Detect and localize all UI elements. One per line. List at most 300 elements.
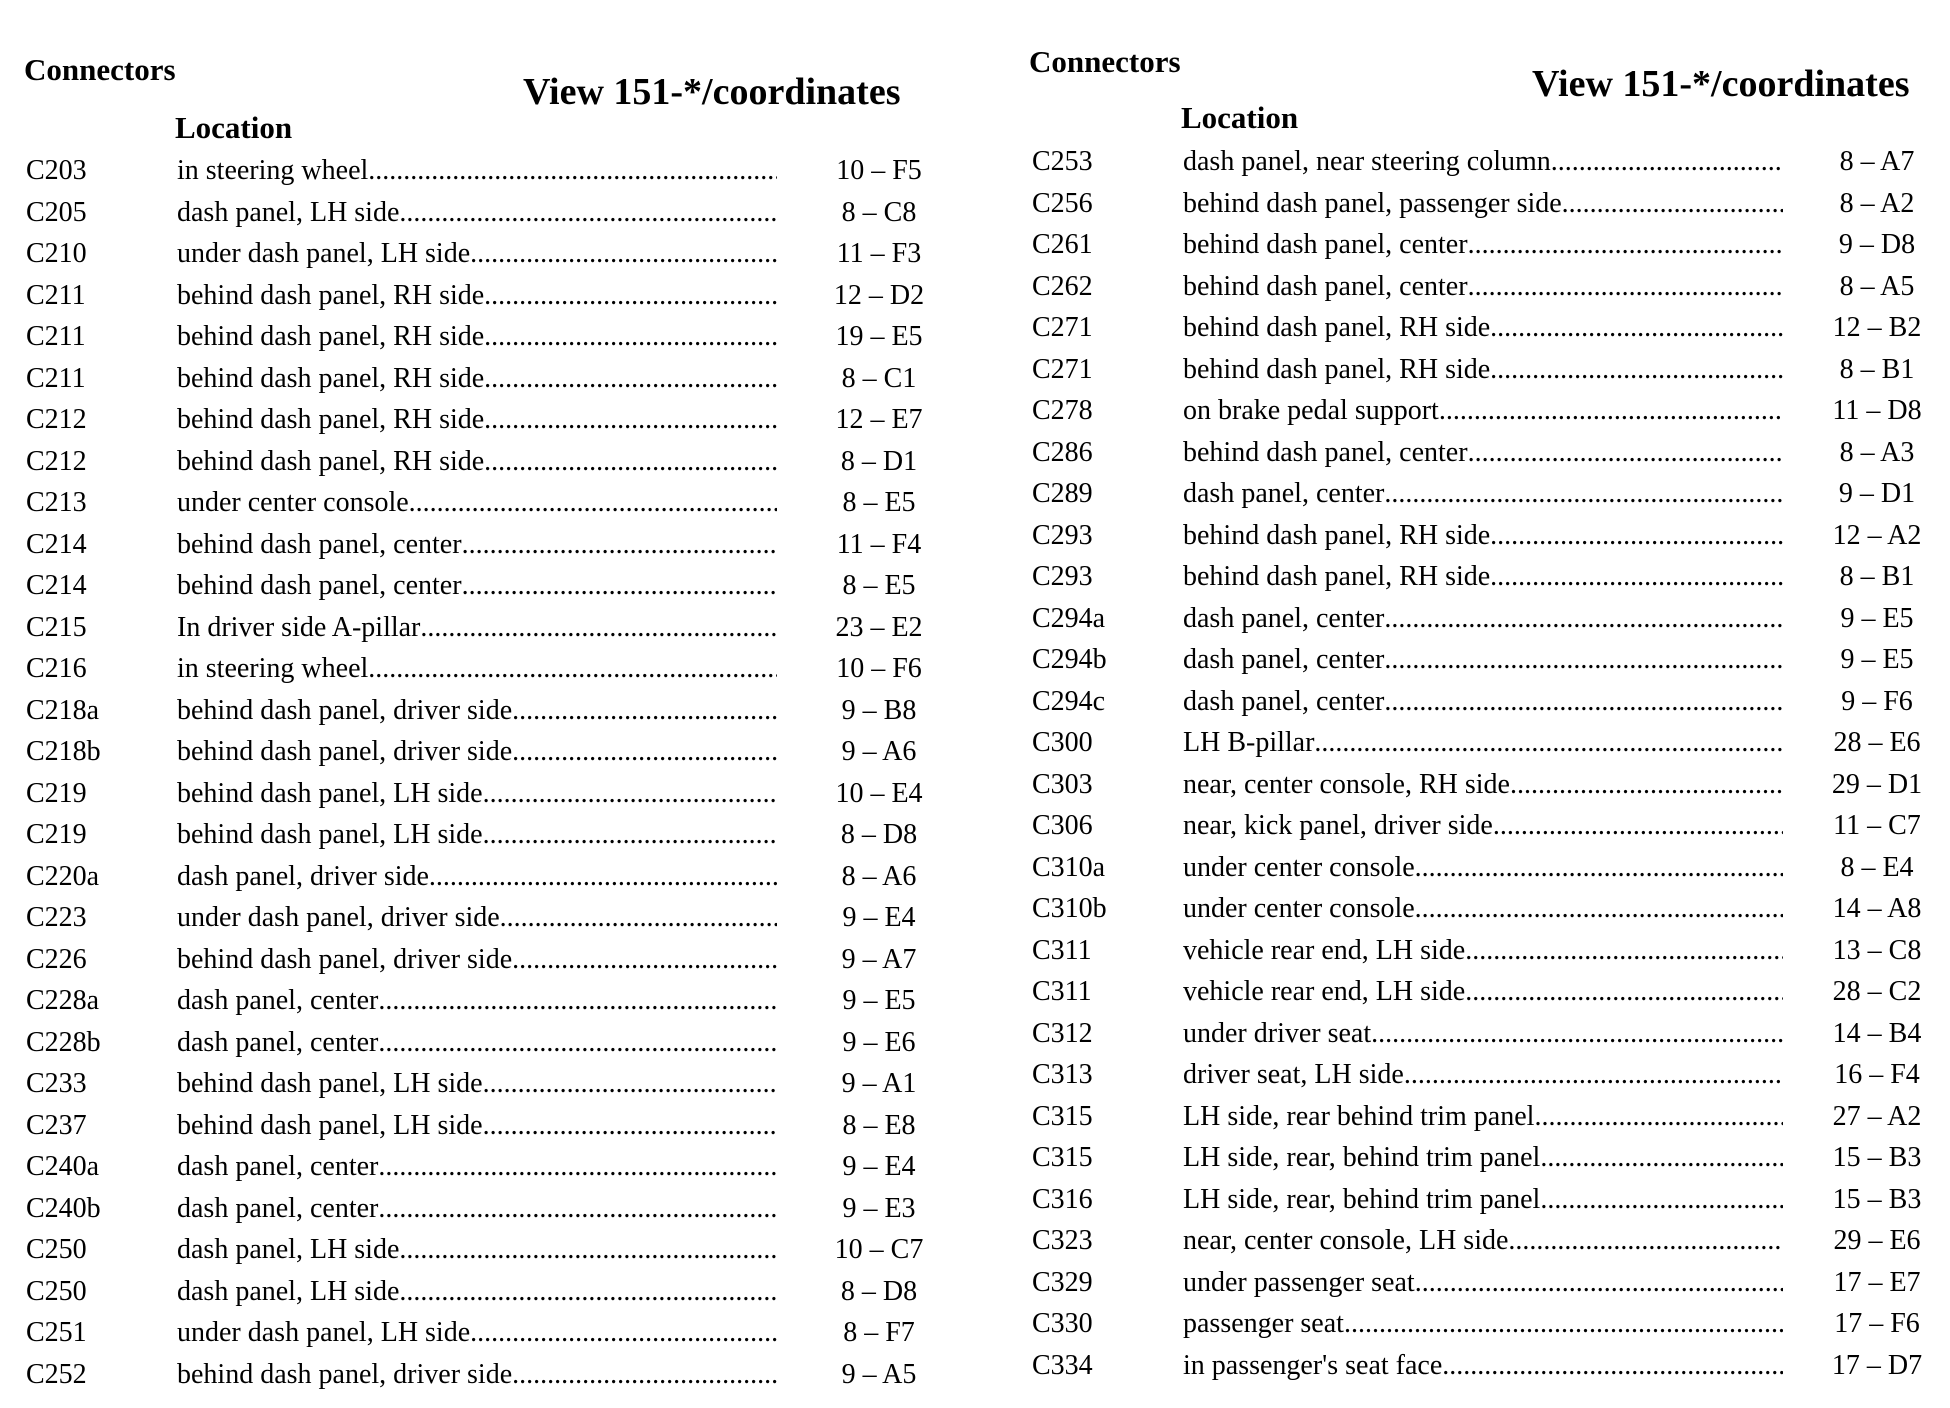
table-row [0, 565, 975, 607]
connector-code: C294a [1032, 602, 1106, 634]
view-coordinate: 8 – A2 [1839, 187, 1915, 219]
dot-leader [1490, 307, 1783, 349]
connector-code: C213 [26, 487, 87, 518]
location-text: behind dash panel, LH side [177, 1068, 483, 1099]
connector-location [1183, 307, 1783, 349]
dot-leader [462, 565, 777, 607]
location-text: under center console [1183, 893, 1415, 924]
connector-code: C214 [26, 570, 87, 601]
dot-leader [1551, 141, 1783, 183]
table-row [975, 930, 1950, 972]
connector-code: C306 [1032, 810, 1093, 841]
view-coordinate: 9 – F6 [1841, 685, 1913, 717]
connectors-heading: Connectors [24, 52, 176, 87]
table-row [0, 275, 975, 317]
table-row [975, 307, 1950, 349]
table-row [975, 1179, 1950, 1221]
connector-location [1183, 515, 1783, 557]
view-coordinate: 10 – F6 [836, 653, 922, 684]
connector-location [1183, 930, 1783, 972]
location-text: LH side, rear, behind trim panel [1183, 1183, 1541, 1215]
dot-leader [512, 939, 777, 981]
view-coordinate: 10 – C7 [834, 1234, 924, 1265]
dot-leader [1465, 971, 1783, 1013]
location-text: dash panel, center [177, 1192, 379, 1224]
view-coordinate: 8 – E8 [842, 1109, 916, 1141]
connector-location [177, 939, 777, 981]
connector-code: C310b [1032, 893, 1107, 924]
connector-location [177, 316, 777, 358]
connector-code: C251 [26, 1317, 87, 1348]
table-row [975, 722, 1950, 764]
connector-location [177, 1271, 777, 1313]
connector-location [1183, 1054, 1783, 1096]
table-row [0, 980, 975, 1022]
connector-location [1183, 349, 1783, 391]
connector-location [177, 565, 777, 607]
dot-leader [470, 233, 777, 275]
view-coordinate: 10 – F5 [836, 155, 922, 186]
connector-code: C216 [26, 653, 87, 684]
connectors-heading: Connectors [1029, 44, 1181, 79]
connector-location [1183, 1096, 1783, 1138]
location-text: behind dash panel, center [177, 528, 462, 560]
location-text: dash panel, center [1183, 602, 1385, 634]
table-row [975, 1137, 1950, 1179]
view-coordinate: 9 – B8 [841, 694, 917, 726]
location-text: behind dash panel, RH side [177, 445, 485, 477]
location-text: near, center console, LH side [1183, 1225, 1509, 1256]
connector-code: C334 [1032, 1349, 1093, 1381]
connector-code: C215 [26, 611, 87, 643]
connector-code: C237 [26, 1109, 87, 1141]
table-row [975, 141, 1950, 183]
location-text: LH side, rear behind trim panel [1183, 1100, 1535, 1132]
connector-location [177, 773, 777, 815]
view-coordinate: 17 – D7 [1831, 1349, 1923, 1381]
location-text: LH side, rear, behind trim panel [1183, 1142, 1541, 1173]
connector-location [177, 607, 777, 649]
view-coordinate: 11 – D8 [1832, 395, 1922, 426]
location-text: behind dash panel, RH side [177, 362, 485, 394]
dot-leader [1534, 1096, 1783, 1138]
table-row [975, 888, 1950, 930]
connector-location [177, 1354, 777, 1396]
location-text: on brake pedal support [1183, 395, 1439, 426]
connector-code: C330 [1032, 1308, 1093, 1339]
dot-leader [420, 607, 777, 649]
dot-leader [1384, 598, 1783, 640]
connector-location [1183, 1220, 1783, 1262]
table-row [0, 358, 975, 400]
view-coordinate: 8 – E5 [842, 487, 916, 518]
connector-code: C293 [1032, 519, 1093, 551]
table-row [975, 183, 1950, 225]
location-text: in steering wheel [177, 653, 369, 684]
location-text: dash panel, center [177, 1151, 379, 1182]
table-row [975, 556, 1950, 598]
table-row [975, 1345, 1950, 1387]
location-text: behind dash panel, RH side [1183, 561, 1491, 592]
right-column [975, 0, 1950, 1408]
connector-code: C315 [1032, 1142, 1093, 1173]
location-text: behind dash panel, LH side [177, 1109, 483, 1141]
connector-location [177, 399, 777, 441]
view-coordinate: 8 – E4 [1840, 851, 1914, 883]
connector-list [975, 141, 1950, 1386]
connector-location [177, 897, 777, 939]
view-coordinates-heading: View 151-*/coordinates [523, 71, 901, 113]
table-row [975, 266, 1950, 308]
view-coordinate: 9 – A6 [841, 736, 917, 767]
location-text: dash panel, near steering column [1183, 146, 1551, 177]
location-text: behind dash panel, RH side [177, 279, 485, 311]
connector-code: C233 [26, 1068, 87, 1099]
view-coordinate: 12 – D2 [833, 279, 925, 311]
view-coordinate: 8 – A7 [1839, 146, 1915, 177]
location-text: in passenger's seat face [1183, 1349, 1443, 1381]
connector-location [177, 1063, 777, 1105]
table-row [0, 1271, 975, 1313]
dot-leader [483, 773, 777, 815]
dot-leader [512, 1354, 777, 1396]
connector-code: C278 [1032, 395, 1093, 426]
connector-location [1183, 847, 1783, 889]
location-text: behind dash panel, RH side [1183, 519, 1491, 551]
view-coordinate: 19 – E5 [835, 321, 923, 352]
dot-leader [484, 316, 777, 358]
view-coordinate: 9 – D1 [1838, 478, 1916, 509]
table-row [0, 814, 975, 856]
dot-leader [1468, 432, 1783, 474]
dot-leader [368, 150, 777, 192]
location-text: under dash panel, driver side [177, 902, 500, 933]
dot-leader [1468, 224, 1783, 266]
connector-code: C228a [26, 985, 100, 1016]
dot-leader [1562, 183, 1783, 225]
table-row [975, 971, 1950, 1013]
table-row [0, 731, 975, 773]
location-text: under dash panel, LH side [177, 238, 471, 269]
connector-location [1183, 805, 1783, 847]
table-row [975, 681, 1950, 723]
location-text: in steering wheel [177, 155, 369, 186]
connector-code: C262 [1032, 270, 1093, 302]
table-row [0, 1022, 975, 1064]
connector-location [177, 814, 777, 856]
view-coordinate: 29 – D1 [1831, 768, 1923, 800]
table-row [0, 1188, 975, 1230]
location-text: behind dash panel, driver side [177, 736, 513, 767]
dot-leader [484, 441, 777, 483]
view-coordinate: 9 – A7 [841, 943, 917, 975]
table-row [0, 399, 975, 441]
location-text: dash panel, LH side [177, 1234, 400, 1265]
connector-code: C271 [1032, 353, 1093, 385]
location-text: under driver seat [1183, 1017, 1372, 1049]
connector-location [177, 233, 777, 275]
view-coordinate: 14 – B4 [1832, 1017, 1922, 1049]
location-text: under dash panel, LH side [177, 1317, 471, 1348]
view-coordinate: 8 – B1 [1839, 561, 1915, 592]
dot-leader [1540, 1179, 1783, 1221]
view-coordinate: 14 – A8 [1832, 893, 1922, 924]
connector-code: C212 [26, 404, 87, 435]
view-coordinate: 8 – C1 [841, 362, 917, 394]
connector-location [177, 1146, 777, 1188]
connector-location [1183, 1345, 1783, 1387]
dot-leader [1468, 266, 1783, 308]
view-coordinate: 28 – E6 [1833, 727, 1921, 758]
connector-location [1183, 473, 1783, 515]
connector-location [1183, 1303, 1783, 1345]
view-coordinate: 28 – C2 [1832, 976, 1922, 1007]
table-row [975, 432, 1950, 474]
location-text: driver seat, LH side [1183, 1059, 1404, 1090]
connector-location [1183, 224, 1783, 266]
location-text: behind dash panel, center [177, 570, 462, 601]
table-row [0, 316, 975, 358]
connector-code: C240b [26, 1192, 101, 1224]
connector-code: C312 [1032, 1017, 1093, 1049]
view-coordinate: 8 – A5 [1839, 270, 1915, 302]
connector-location [177, 731, 777, 773]
view-coordinates-heading: View 151-*/coordinates [1532, 63, 1910, 105]
view-coordinate: 15 – B3 [1832, 1183, 1922, 1215]
dot-leader [1415, 1262, 1783, 1304]
dot-leader [399, 1271, 777, 1313]
location-text: behind dash panel, RH side [177, 321, 485, 352]
dot-leader [1442, 1345, 1783, 1387]
table-row [0, 482, 975, 524]
table-row [0, 607, 975, 649]
view-coordinate: 8 – D8 [840, 819, 918, 850]
connector-code: C211 [26, 279, 86, 311]
view-coordinate: 8 – D8 [840, 1275, 918, 1307]
dot-leader [1314, 722, 1783, 764]
view-coordinate: 16 – F4 [1834, 1059, 1920, 1090]
table-row [0, 233, 975, 275]
dot-leader [1384, 473, 1783, 515]
table-row [0, 1063, 975, 1105]
table-row [0, 897, 975, 939]
connector-location [177, 1105, 777, 1147]
connector-code: C271 [1032, 312, 1093, 343]
dot-leader [409, 482, 777, 524]
connector-location [1183, 1262, 1783, 1304]
connector-code: C323 [1032, 1225, 1093, 1256]
view-coordinate: 9 – D8 [1838, 229, 1916, 260]
view-coordinate: 8 – E5 [842, 570, 916, 601]
location-text: behind dash panel, driver side [177, 694, 513, 726]
table-row [0, 773, 975, 815]
table-row [975, 598, 1950, 640]
connector-code: C315 [1032, 1100, 1093, 1132]
view-coordinate: 17 – E7 [1833, 1266, 1921, 1298]
location-heading: Location [175, 110, 293, 145]
table-row [975, 473, 1950, 515]
connector-code: C250 [26, 1234, 87, 1265]
connector-code: C228b [26, 1026, 101, 1058]
connector-location [1183, 390, 1783, 432]
location-text: behind dash panel, LH side [177, 819, 483, 850]
location-text: behind dash panel, LH side [177, 777, 483, 809]
dot-leader [1490, 515, 1783, 557]
connector-location [177, 275, 777, 317]
connector-location [1183, 639, 1783, 681]
view-coordinate: 9 – E5 [1840, 602, 1914, 634]
connector-list [0, 150, 975, 1395]
view-coordinate: 8 – A3 [1839, 436, 1915, 468]
connector-code: C252 [26, 1358, 87, 1390]
dot-leader [378, 980, 777, 1022]
dot-leader [512, 731, 777, 773]
table-row [0, 939, 975, 981]
view-coordinate: 8 – A6 [841, 860, 917, 892]
location-text: behind dash panel, passenger side [1183, 187, 1562, 219]
connector-code: C211 [26, 321, 86, 352]
dot-leader [462, 524, 777, 566]
connector-location [177, 648, 777, 690]
location-text: dash panel, driver side [177, 860, 429, 892]
location-text: In driver side A-pillar [177, 611, 421, 643]
dot-leader [484, 399, 777, 441]
connector-location [177, 856, 777, 898]
table-row [0, 441, 975, 483]
table-row [0, 690, 975, 732]
dot-leader [483, 814, 777, 856]
location-text: dash panel, center [1183, 644, 1385, 675]
dot-leader [1384, 681, 1783, 723]
connector-code: C212 [26, 445, 87, 477]
table-row [0, 1105, 975, 1147]
connector-code: C294c [1032, 685, 1106, 717]
view-coordinate: 13 – C8 [1832, 934, 1922, 966]
connector-location [177, 1312, 777, 1354]
table-row [975, 1262, 1950, 1304]
table-row [0, 150, 975, 192]
location-text: dash panel, center [1183, 478, 1385, 509]
view-coordinate: 29 – E6 [1833, 1225, 1921, 1256]
connector-code: C303 [1032, 768, 1093, 800]
dot-leader [1490, 556, 1783, 598]
location-text: LH B-pillar [1183, 727, 1315, 758]
dot-leader [378, 1188, 777, 1230]
view-coordinate: 12 – E7 [835, 404, 923, 435]
location-text: behind dash panel, center [1183, 270, 1468, 302]
connector-location [1183, 1179, 1783, 1221]
table-row [975, 764, 1950, 806]
table-row [975, 1054, 1950, 1096]
connector-location [177, 1229, 777, 1271]
connector-code: C226 [26, 943, 87, 975]
connector-location [177, 192, 777, 234]
table-row [975, 847, 1950, 889]
connector-code: C205 [26, 196, 87, 228]
connector-location [1183, 598, 1783, 640]
connector-code: C214 [26, 528, 87, 560]
table-row [975, 1013, 1950, 1055]
view-coordinate: 9 – E4 [842, 1151, 916, 1182]
location-text: dash panel, LH side [177, 196, 400, 228]
connector-location [1183, 888, 1783, 930]
dot-leader [483, 1105, 777, 1147]
location-text: behind dash panel, driver side [177, 1358, 513, 1390]
location-text: behind dash panel, center [1183, 229, 1468, 260]
view-coordinate: 9 – E4 [842, 902, 916, 933]
connector-location [177, 980, 777, 1022]
dot-leader [1540, 1137, 1783, 1179]
dot-leader [1384, 639, 1783, 681]
location-heading: Location [1181, 100, 1299, 135]
dot-leader [378, 1022, 777, 1064]
location-text: vehicle rear end, LH side [1183, 934, 1466, 966]
location-text: vehicle rear end, LH side [1183, 976, 1466, 1007]
location-text: under center console [1183, 851, 1415, 883]
view-coordinate: 8 – B1 [1839, 353, 1915, 385]
view-coordinate: 9 – E3 [842, 1192, 916, 1224]
connector-code: C203 [26, 155, 87, 186]
table-row [975, 805, 1950, 847]
view-coordinate: 23 – E2 [835, 611, 923, 643]
connector-code: C286 [1032, 436, 1093, 468]
connector-code: C293 [1032, 561, 1093, 592]
view-coordinate: 9 – E6 [842, 1026, 916, 1058]
connector-code: C223 [26, 902, 87, 933]
connector-code: C211 [26, 362, 86, 394]
connector-location [177, 482, 777, 524]
connector-code: C218a [26, 694, 100, 726]
table-row [0, 1229, 975, 1271]
view-coordinate: 9 – A1 [841, 1068, 917, 1099]
table-row [0, 1312, 975, 1354]
view-coordinate: 27 – A2 [1832, 1100, 1922, 1132]
connector-location [177, 690, 777, 732]
view-coordinate: 9 – A5 [841, 1358, 917, 1390]
connector-code: C219 [26, 819, 87, 850]
location-text: dash panel, center [177, 1026, 379, 1058]
dot-leader [500, 897, 777, 939]
connector-location [177, 441, 777, 483]
connector-location [1183, 432, 1783, 474]
dot-leader [1371, 1013, 1783, 1055]
location-text: passenger seat [1183, 1308, 1344, 1339]
location-text: under center console [177, 487, 409, 518]
dot-leader [1404, 1054, 1783, 1096]
location-text: under passenger seat [1183, 1266, 1415, 1298]
view-coordinate: 12 – B2 [1832, 312, 1922, 343]
connector-code: C329 [1032, 1266, 1093, 1298]
connector-code: C294b [1032, 644, 1107, 675]
location-text: near, center console, RH side [1183, 768, 1510, 800]
view-coordinate: 12 – A2 [1832, 519, 1922, 551]
location-text: behind dash panel, RH side [1183, 312, 1491, 343]
connector-code: C310a [1032, 851, 1106, 883]
dot-leader [1508, 1220, 1783, 1262]
dot-leader [483, 1063, 777, 1105]
connector-code: C210 [26, 238, 87, 269]
location-text: dash panel, LH side [177, 1275, 400, 1307]
location-text: behind dash panel, RH side [177, 404, 485, 435]
dot-leader [1493, 805, 1783, 847]
view-coordinate: 8 – C8 [841, 196, 917, 228]
dot-leader [1490, 349, 1783, 391]
view-coordinate: 11 – C7 [1833, 810, 1921, 841]
table-row [0, 524, 975, 566]
connector-location [1183, 722, 1783, 764]
connector-location [177, 1022, 777, 1064]
view-coordinate: 17 – F6 [1834, 1308, 1920, 1339]
